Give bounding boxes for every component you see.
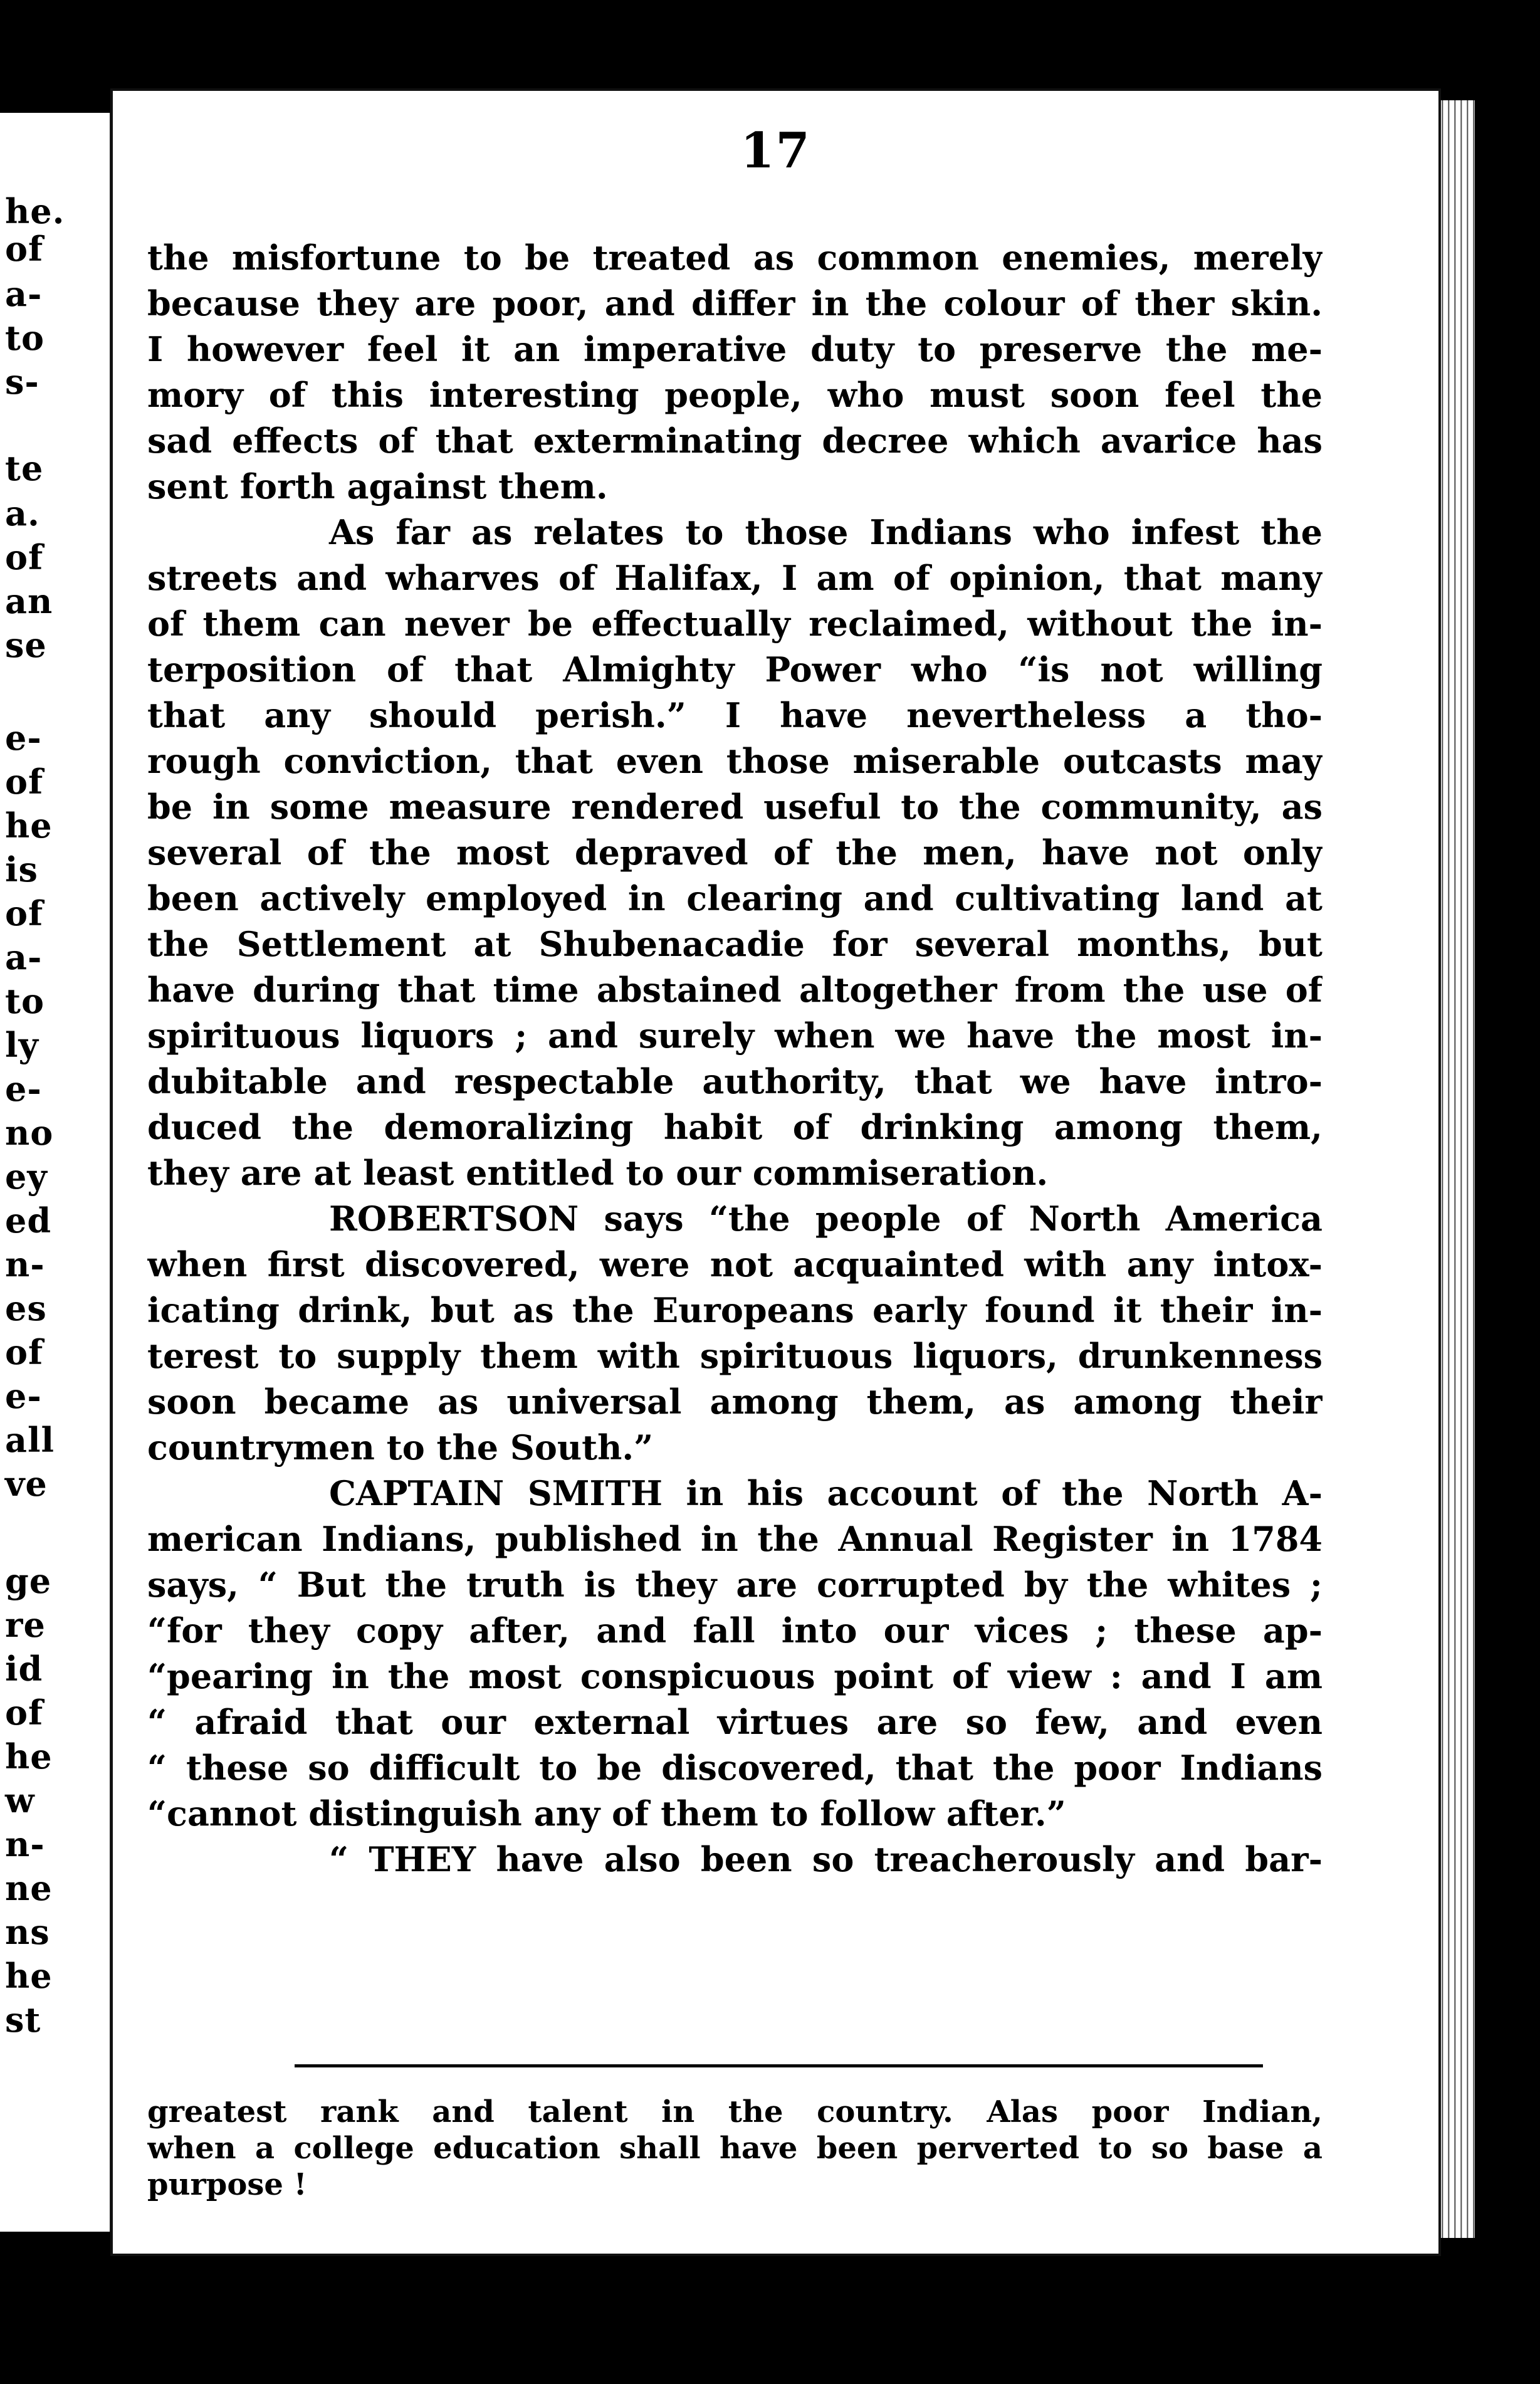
page-number: 17 <box>740 122 811 179</box>
text-line: be in some measure rendered useful to the community, as <box>147 787 1323 827</box>
margin-fragment: re <box>5 1605 46 1645</box>
text-line: the Settlement at Shubenacadie for several months, but <box>147 924 1323 964</box>
text-line: sent forth against them. <box>147 466 608 507</box>
margin-fragment: all <box>5 1420 55 1460</box>
text-line: spirituous liquors ; and surely when we have the most in- <box>147 1016 1323 1056</box>
margin-fragment: he <box>5 1956 53 1996</box>
margin-fragment: of <box>5 893 44 933</box>
margin-fragment: ly <box>5 1025 39 1065</box>
footnote-rule <box>295 2064 1263 2067</box>
text-line: when first discovered, were not acquainted with any intox- <box>147 1244 1323 1284</box>
margin-fragment: ve <box>5 1464 48 1504</box>
margin-fragment: e- <box>5 718 42 758</box>
text-line: streets and wharves of Halifax, I am of opinion, that many <box>147 558 1323 598</box>
footnote-line: greatest rank and talent in the country. Alas poor Indian, <box>147 2094 1323 2129</box>
margin-fragment: a. <box>5 493 40 533</box>
text-line: I however feel it an imperative duty to preserve the me- <box>147 329 1323 369</box>
margin-fragment: to <box>5 318 45 358</box>
margin-fragment: of <box>5 229 44 269</box>
footnote-line: purpose ! <box>147 2167 307 2202</box>
text-line: rough conviction, that even those miserable outcasts may <box>147 741 1323 781</box>
margin-fragment: s- <box>5 362 39 402</box>
text-line: ROBERTSON says “the people of North America <box>329 1199 1323 1239</box>
text-line: “pearing in the most conspicuous point of view : and I am <box>147 1656 1323 1696</box>
text-line: mory of this interesting people, who must soon feel the <box>147 375 1323 415</box>
margin-fragment: of <box>5 1693 44 1733</box>
margin-fragment: ne <box>5 1868 53 1908</box>
text-line: says, “ But the truth is they are corrupted by the whites ; <box>147 1565 1323 1605</box>
margin-fragment: a- <box>5 274 43 314</box>
text-line: they are at least entitled to our commiseration. <box>147 1153 1049 1193</box>
margin-fragment: an <box>5 581 53 621</box>
text-line: have during that time abstained altogether from the use of <box>147 970 1323 1010</box>
text-line: “for they copy after, and fall into our vices ; these ap- <box>147 1610 1323 1651</box>
margin-fragment: he <box>5 1736 53 1777</box>
book-page <box>113 91 1438 2254</box>
margin-fragment: e- <box>5 1376 42 1416</box>
margin-fragment: no <box>5 1113 54 1153</box>
text-line: “ THEY have also been so treacherously and bar- <box>329 1839 1323 1879</box>
footnote <box>147 2094 1323 2203</box>
margin-fragment: a- <box>5 937 43 977</box>
margin-fragment: ey <box>5 1157 48 1197</box>
margin-fragment: se <box>5 625 47 665</box>
margin-fragment: ns <box>5 1912 50 1952</box>
margin-fragment: te <box>5 448 44 488</box>
margin-fragment: he <box>5 806 53 846</box>
margin-fragment: w <box>5 1780 35 1820</box>
text-line: of them can never be effectually reclaimed, without the in- <box>147 604 1323 644</box>
text-line: that any should perish.” I have nevertheless a tho- <box>147 695 1323 735</box>
facing-page-strip <box>0 113 113 2232</box>
text-line: “ afraid that our external virtues are so few, and even <box>147 1702 1323 1742</box>
text-line: “cannot distinguish any of them to follow after.” <box>147 1793 1066 1834</box>
text-line: been actively employed in clearing and cultivating land at <box>147 878 1323 918</box>
body-text <box>147 235 1323 1883</box>
text-line: sad effects of that exterminating decree which avarice has <box>147 421 1323 461</box>
footnote-line: when a college education shall have been perverted to so base a <box>147 2131 1323 2166</box>
margin-fragment: to <box>5 981 45 1021</box>
margin-fragment: n- <box>5 1824 45 1864</box>
margin-fragment: he. <box>5 191 65 231</box>
text-line: terest to supply them with spirituous liquors, drunkenness <box>147 1336 1323 1376</box>
margin-fragment: of <box>5 1332 44 1372</box>
margin-fragment: ge <box>5 1561 52 1601</box>
margin-fragment: n- <box>5 1244 45 1284</box>
margin-fragment: of <box>5 537 44 577</box>
text-line: the misfortune to be treated as common enemies, merely <box>147 238 1323 278</box>
text-line: several of the most depraved of the men, have not only <box>147 832 1323 873</box>
text-line: because they are poor, and differ in the colour of ther skin. <box>147 283 1323 323</box>
text-line: duced the demoralizing habit of drinking among them, <box>147 1107 1323 1147</box>
margin-fragment: es <box>5 1288 47 1328</box>
text-line: soon became as universal among them, as among their <box>147 1382 1323 1422</box>
margin-fragment: st <box>5 2000 41 2040</box>
margin-fragment: is <box>5 849 38 890</box>
margin-fragment: e- <box>5 1069 42 1109</box>
text-line: “ these so difficult to be discovered, that the poor Indians <box>147 1748 1323 1788</box>
text-line: CAPTAIN SMITH in his account of the North A- <box>329 1473 1323 1513</box>
text-line: countrymen to the South.” <box>147 1427 654 1468</box>
margin-fragment: of <box>5 762 44 802</box>
text-line: merican Indians, published in the Annual Register in 1784 <box>147 1519 1323 1559</box>
margin-fragment: id <box>5 1649 43 1689</box>
text-line: As far as relates to those Indians who infest the <box>329 512 1323 552</box>
text-line: dubitable and respectable authority, that we have intro- <box>147 1061 1323 1101</box>
text-line: icating drink, but as the Europeans early found it their in- <box>147 1290 1323 1330</box>
margin-fragment: ed <box>5 1200 52 1241</box>
text-line: terposition of that Almighty Power who “is not willing <box>147 649 1323 690</box>
